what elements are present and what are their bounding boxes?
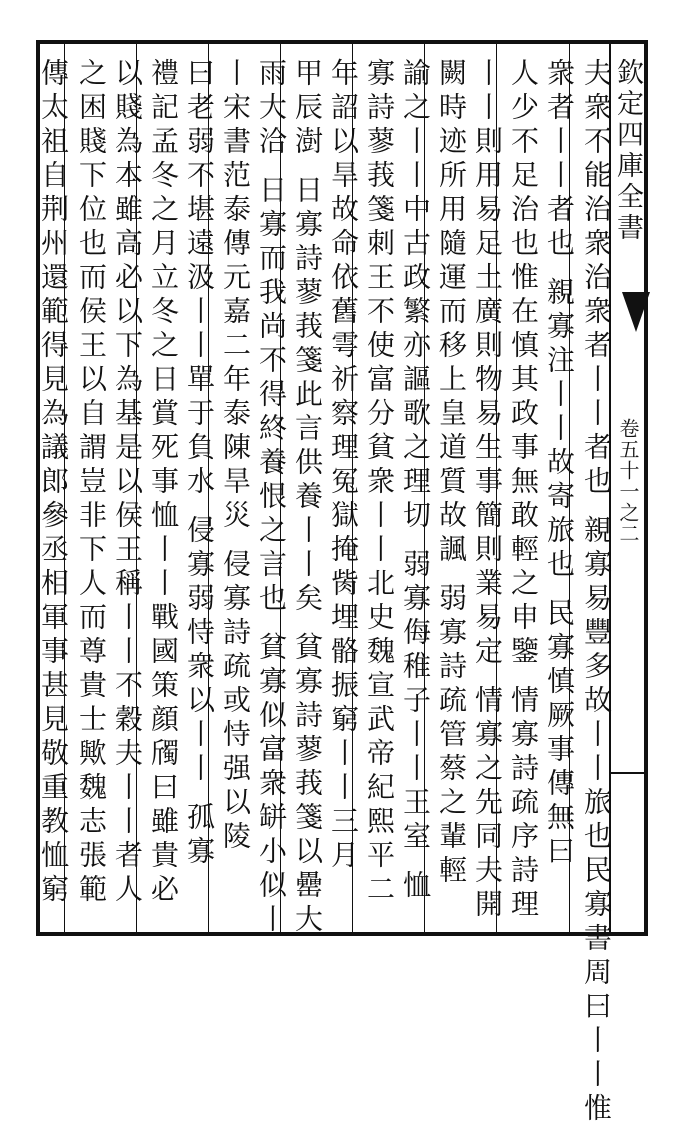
fishtail-mark-icon xyxy=(622,292,650,332)
text-column-14: 以賤為本雖高必以下為基是以侯王稱丨丨不穀夫丨丨者人 xyxy=(111,58,144,908)
text-column-6: 諭之丨丨中古政繁亦謳歌之理切 弱寡侮稚子丨丨王室 恤 xyxy=(399,58,432,904)
banner-title: 欽定四庫全書 xyxy=(612,58,643,244)
text-column-3: 人少不足治也惟在慎其政事無敢輕之申鑒 情寡詩疏序詩理 xyxy=(507,58,540,923)
text-column-4: 丨丨則用易足土廣則物易生事簡則業易定 情寡之先同夫開 xyxy=(471,58,504,923)
text-column-15: 之困賤下位也而侯王以自謂豈非下人而尊貴士歟魏志張範 xyxy=(75,58,108,908)
juan-label: 卷五十一之二 xyxy=(616,418,640,544)
text-column-9: 甲辰澍 日寡詩蓼莪箋此言供養丨丨矣 貧寡詩蓼莪箋以罍大 xyxy=(291,58,324,938)
text-column-16: 傳太祖自荆州還範得見為議郎參丞相軍事甚見敬重教恤窮 xyxy=(37,58,70,908)
text-column-7: 寡詩蓼莪箋刺王不使富分貧衆丨丨北史魏宣武帝紀熙平二 xyxy=(363,58,396,908)
text-column-12: 曰老弱不堪遠汲丨丨單于負水 侵寡弱恃衆以丨丨 孤寡 xyxy=(183,58,216,870)
text-column-11: 丨宋書范泰傳元嘉二年泰陳旱災 侵寡詩疏或恃强以陵 xyxy=(219,58,252,855)
text-column-1: 夫衆不能治衆治衆者丨丨者也 親寡易豐多故丨丨旅也民寡書周曰丨丨惟 xyxy=(580,58,613,1127)
text-column-2: 衆者丨丨者也 親寡注丨丨故寄旅也 民寡慎厥事傳無曰 xyxy=(543,58,576,870)
text-column-5: 闕時迹所用隨運而移上皇道質故諷 弱寡詩疏管蔡之輩輕 xyxy=(435,58,468,889)
text-column-10: 雨大洽 日寡而我尚不得終養恨之言也 貧寡似富衆缾小似丨 xyxy=(255,58,288,938)
text-column-13: 禮記孟冬之月立冬之日賞死事恤丨丨戰國策顔斶曰雖貴必 xyxy=(147,58,180,908)
text-column-8: 年詔以旱故命依舊雩祈察理冤獄掩胔埋骼振窮丨丨三月 xyxy=(327,58,360,874)
